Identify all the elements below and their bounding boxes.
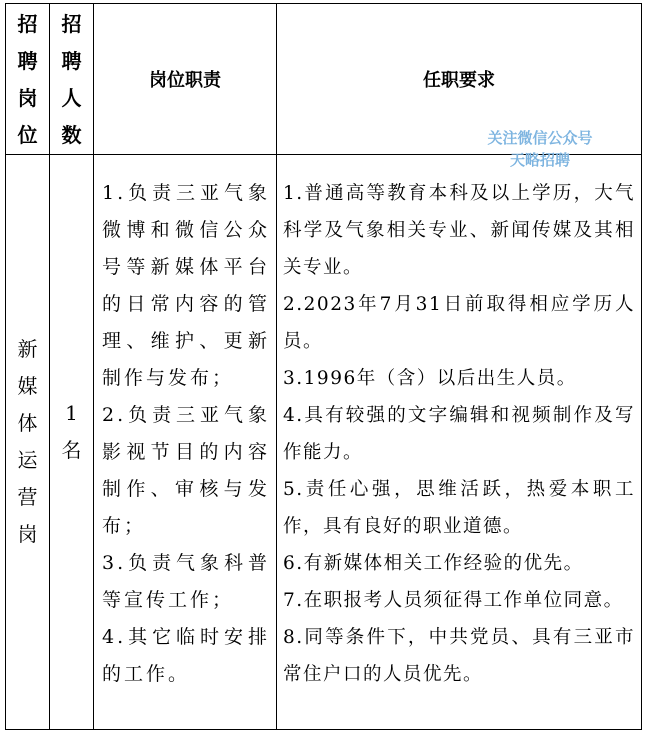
header-position-char: 招 <box>17 12 38 36</box>
duty-item: 2.负责三亚气象影视节目的内容制作、审核与发布； <box>102 404 270 537</box>
count-cell <box>50 155 94 730</box>
requirement-item: 2.2023年7月31日前取得相应学历人员。 <box>283 294 635 352</box>
duty-item: 1.负责三亚气象微博和微信公众号等新媒体平台的日常内容的管理、维护、更新制作与发布； <box>102 182 270 389</box>
table-row <box>6 155 642 730</box>
position-name <box>6 331 49 553</box>
duties-cell <box>94 155 277 730</box>
position-char: 营 <box>17 485 38 509</box>
header-count-char: 招 <box>61 12 82 36</box>
header-count-char: 人 <box>61 86 82 110</box>
header-count-char: 聘 <box>61 49 82 73</box>
header-count-cell <box>50 4 94 155</box>
header-count <box>50 4 93 154</box>
duty-item: 4.其它临时安排的工作。 <box>102 626 270 685</box>
position-char: 运 <box>17 448 38 472</box>
requirement-item: 5.责任心强，思维活跃，热爱本职工作，具有良好的职业道德。 <box>283 479 635 537</box>
position-char: 媒 <box>17 374 38 398</box>
count-char: 1 <box>65 401 78 425</box>
watermark <box>465 127 615 171</box>
requirement-item: 4.具有较强的文字编辑和视频制作及写作能力。 <box>283 405 635 463</box>
position-char: 新 <box>17 337 38 361</box>
requirement-item: 1.普通高等教育本科及以上学历，大气科学及气象相关专业、新闻传媒及其相关专业。 <box>283 183 635 278</box>
watermark-line: 天略招聘 <box>509 151 570 169</box>
header-count-char: 数 <box>61 123 82 147</box>
header-position-char: 位 <box>17 123 38 147</box>
watermark-line: 关注微信公众号 <box>487 129 593 147</box>
position-char: 体 <box>17 411 38 435</box>
header-position <box>6 4 49 154</box>
requirements-cell <box>277 155 642 730</box>
position-cell <box>6 155 50 730</box>
header-requirements: 任职要求 <box>277 4 642 155</box>
requirement-item: 6.有新媒体相关工作经验的优先。 <box>283 553 584 574</box>
count-value <box>50 395 93 469</box>
count-char: 名 <box>61 438 82 462</box>
recruitment-table <box>5 3 642 730</box>
requirement-item: 7.在职报考人员须征得工作单位同意。 <box>283 590 624 611</box>
duty-item: 3.负责气象科普等宣传工作； <box>102 552 270 611</box>
header-position-cell <box>6 4 50 155</box>
header-position-char: 岗 <box>17 86 38 110</box>
requirement-item: 3.1996年（含）以后出生人员。 <box>283 368 577 389</box>
header-duties: 岗位职责 <box>94 4 277 155</box>
requirement-item: 8.同等条件下，中共党员、具有三亚市常住户口的人员优先。 <box>283 627 635 685</box>
header-position-char: 聘 <box>17 49 38 73</box>
position-char: 岗 <box>17 522 38 546</box>
